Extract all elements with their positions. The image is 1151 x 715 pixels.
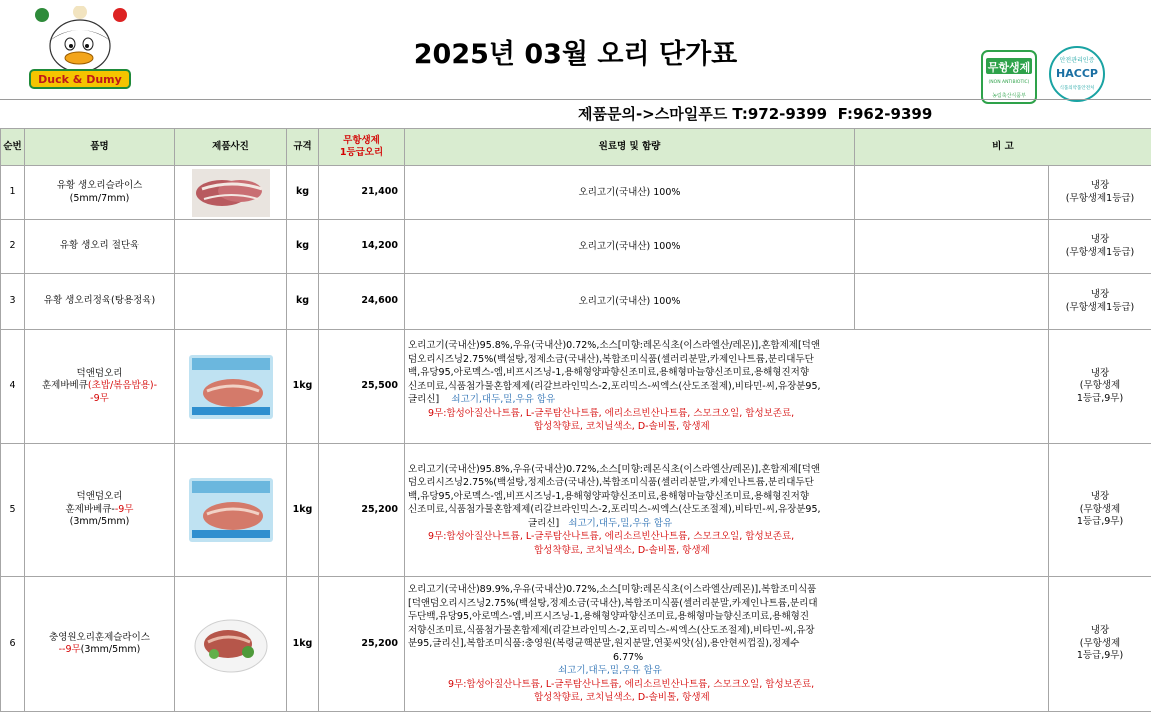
haccp-cert-icon [1047, 46, 1107, 104]
table-header-row [1, 129, 1151, 166]
cell-photo [175, 444, 287, 577]
table-row [1, 444, 1151, 577]
cell-no: 6 [1, 577, 25, 712]
table-row [1, 166, 1151, 220]
cell-remarks: 냉장 (무항생제 1등급,9무) [1049, 330, 1151, 444]
cell-name: 충영원오리훈제슬라이스 --9무(3mm/5mm) [25, 577, 175, 712]
smoked-duck-package-photo [189, 478, 273, 542]
cell-no: 2 [1, 220, 25, 274]
cell-ingredients: 오리고기(국내산) 100% [405, 166, 855, 220]
cell-ingredients: 오리고기(국내산)95.8%,우유(국내산)0.72%,소스[미향:레몬식초(이스라엘산/레몬)],혼합제제[덕앤 덤오리시즈닝2.75%(백설탕,정제소금(국내산),복합조미식품(셀러리분말,카제인나트륨,분리대두단 백,유당95,아로멕스-엠,비프시즈닝-1,용해형양파향신조미료,용해형마늘향신조미료,용해형진저향 신조미료,식품첨가물혼합제제(리갈브라인믹스-2,포리믹스-씨엑스(산도조절제),비타민-씨,유장분95, 글리신] 쇠고기,대두,밀,우유 함유 9무:합성아질산나트륨, L-글루탐산나트륨, 에리소르빈산나트륨, 스모크오일, 합성보존료, 합성착향료, 코치닐색소, D-솔비톨, 항생제 [405, 444, 1049, 577]
table-row [1, 220, 1151, 274]
col-header-name: 품명 [25, 129, 175, 166]
cell-price: 25,200 [319, 577, 405, 712]
table-row [1, 577, 1151, 712]
cell-ingredients: 오리고기(국내산) 100% [405, 220, 855, 274]
cell-spec: 1kg [287, 444, 319, 577]
cell-ingredients: 오리고기(국내산)89.9%,우유(국내산)0.72%,소스[미향:레몬식초(이스라엘산/레몬)],복합조미식품 [덕앤덤오리시즈닝2.75%(백설탕,정제소금(국내산),복합조미식품(셀러리분말,카제인나트륨,분리대 두단백,유당95,아로멕스-엠,비프시즈닝-1,용해형양파향신조미료,용해형마늘향신조미료,용해형진 저향신조미료,식품첨가물혼합제제(리갈브라인믹스-2,포리믹스-씨엑스(산도조절제),비타민-씨,유장 분95,글리신],복합조미식품:충영원(복령균핵분말,원지분말,연꽃씨앗(심),용안현씨껍질),정제수 6.77% 쇠고기,대두,밀,우유 함유 9무:합성아질산나트륨, L-글루탐산나트륨, 에리소르빈산나트륨, 스모크오일, 합성보존료, 합성착향료, 코치닐색소, D-솔비톨, 항생제 [405, 577, 1049, 712]
svg-text:식품의약품안전처: 식품의약품안전처 [1059, 86, 1095, 91]
table-row [1, 274, 1151, 330]
cell-empty [855, 220, 1049, 274]
col-header-spec: 규격 [287, 129, 319, 166]
col-header-remarks: 비 고 [855, 129, 1151, 166]
contact-info: 제품문의->스마일푸드 T:972-9399 F:962-9399 [578, 105, 933, 123]
sliced-duck-photo [192, 169, 270, 217]
cell-no: 5 [1, 444, 25, 577]
header-divider [0, 99, 1151, 100]
cell-photo [175, 274, 287, 330]
col-header-price: 무항생제 1등급오리 [319, 129, 405, 166]
cell-price: 24,600 [319, 274, 405, 330]
cell-remarks: 냉장 (무항생제1등급) [1049, 220, 1151, 274]
col-header-ingredients: 원료명 및 함량 [405, 129, 855, 166]
cell-photo [175, 577, 287, 712]
cell-no: 1 [1, 166, 25, 220]
cell-empty [855, 166, 1049, 220]
cell-photo [175, 220, 287, 274]
cell-spec: kg [287, 220, 319, 274]
svg-text:(NON ANTIBIOTIC): (NON ANTIBIOTIC) [988, 80, 1030, 85]
svg-text:HACCP: HACCP [1056, 67, 1098, 80]
cell-name: 덕앤덤오리 훈제바베큐(초밥/볶음밥용)- -9무 [25, 330, 175, 444]
cell-name: 유황 생오리정육(탕용정육) [25, 274, 175, 330]
svg-text:안전관리인증: 안전관리인증 [1059, 57, 1095, 64]
cell-photo [175, 330, 287, 444]
cell-no: 4 [1, 330, 25, 444]
svg-text:무항생제: 무항생제 [987, 61, 1031, 74]
cell-no: 3 [1, 274, 25, 330]
cell-name: 유황 생오리슬라이스 (5mm/7mm) [25, 166, 175, 220]
cell-name: 유황 생오리 절단육 [25, 220, 175, 274]
cell-remarks: 냉장 (무항생제 1등급,9무) [1049, 577, 1151, 712]
cell-remarks: 냉장 (무항생제1등급) [1049, 274, 1151, 330]
cell-remarks: 냉장 (무항생제1등급) [1049, 166, 1151, 220]
cell-price: 25,500 [319, 330, 405, 444]
cell-spec: kg [287, 166, 319, 220]
smoked-duck-plate-photo [192, 610, 270, 678]
table-row [1, 330, 1151, 444]
logo-text: Duck & Dumy [38, 73, 122, 86]
cell-photo [175, 166, 287, 220]
cell-empty [855, 274, 1049, 330]
cell-ingredients: 오리고기(국내산) 100% [405, 274, 855, 330]
cell-ingredients: 오리고기(국내산)95.8%,우유(국내산)0.72%,소스[미향:레몬식초(이스라엘산/레몬)],혼합제제[덕앤 덤오리시즈닝2.75%(백설탕,정제소금(국내산),복합조미식품(셀러리분말,카제인나트륨,분리대두단 백,유당95,아로멕스-엠,비프시즈닝-1,용해형양파향신조미료,용해형마늘향신조미료,용해형진저향 신조미료,식품첨가물혼합제제(리갈브라인믹스-2,포리믹스-씨엑스(산도조절제),비타민-씨,유장분95, 글리신] 쇠고기,대두,밀,우유 함유 9무:합성아질산나트륨, L-글루탐산나트륨, 에리소르빈산나트륨, 스모크오일, 합성보존료, 합성착향료, 코치닐색소, D-솔비톨, 항생제 [405, 330, 1049, 444]
cell-remarks: 냉장 (무항생제 1등급,9무) [1049, 444, 1151, 577]
col-header-no: 순번 [1, 129, 25, 166]
antibiotic-free-cert-icon [981, 50, 1037, 104]
price-table [0, 128, 1151, 712]
col-header-photo: 제품사진 [175, 129, 287, 166]
cell-spec: kg [287, 274, 319, 330]
cell-spec: 1kg [287, 577, 319, 712]
cell-price: 14,200 [319, 220, 405, 274]
cell-name: 덕앤덤오리 훈제바베큐--9무 (3mm/5mm) [25, 444, 175, 577]
cell-price: 21,400 [319, 166, 405, 220]
cell-price: 25,200 [319, 444, 405, 577]
cell-spec: 1kg [287, 330, 319, 444]
smoked-duck-package-photo [189, 355, 273, 419]
page-title: 2025년 03월 오리 단가표 [413, 39, 738, 70]
svg-text:농림축산식품부: 농림축산식품부 [992, 93, 1026, 99]
